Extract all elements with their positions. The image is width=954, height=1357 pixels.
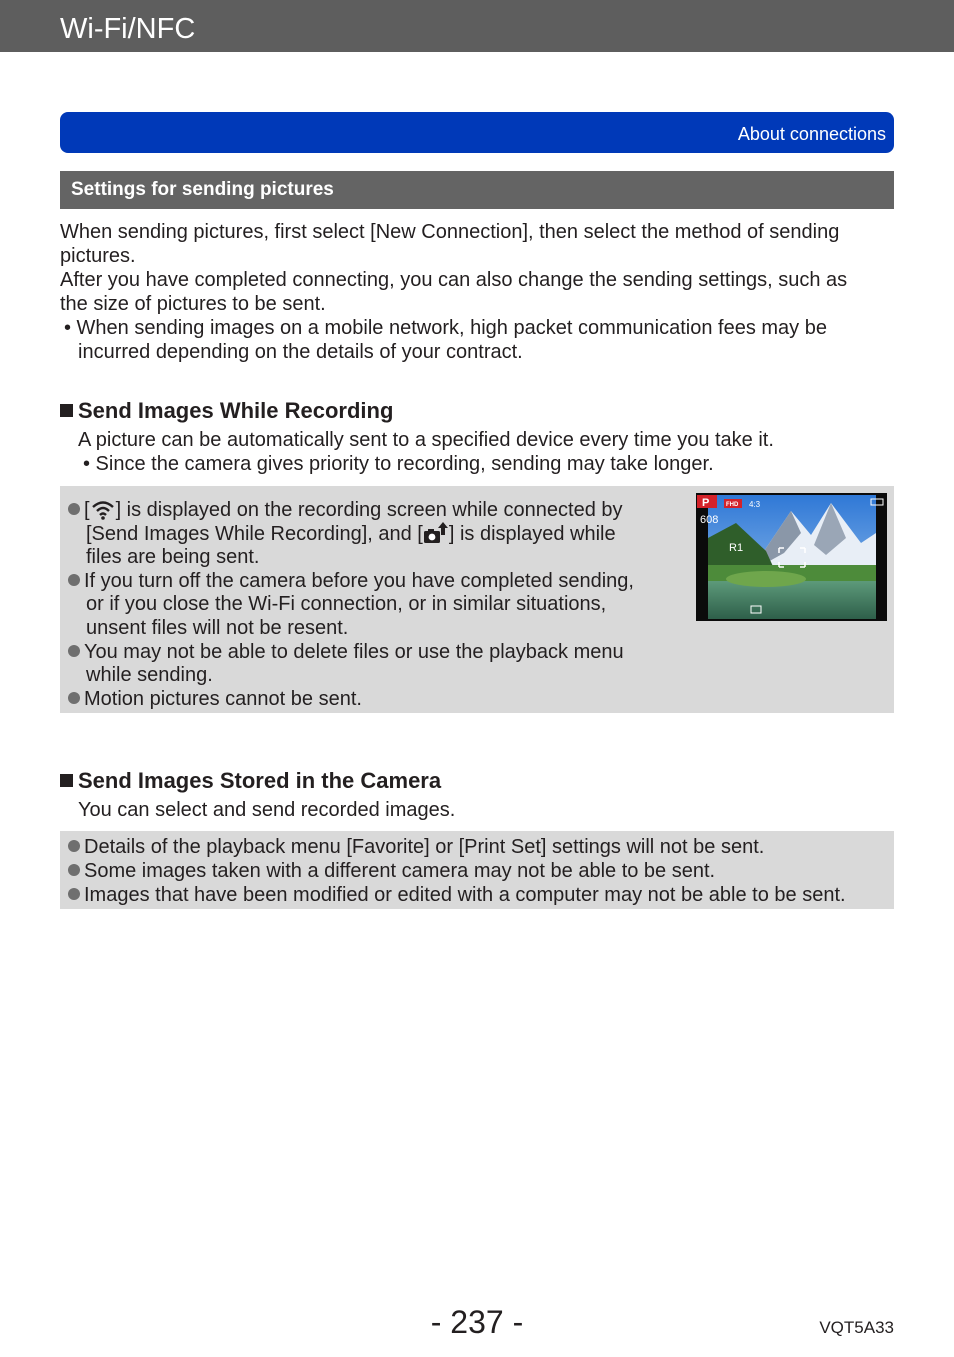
intro-line-2: pictures. [60, 245, 136, 267]
page-number: - 237 - [430, 1304, 524, 1340]
bullet-dot [68, 692, 80, 704]
intro-bullet-line-2: incurred depending on the details of your contract. [78, 341, 523, 363]
square-bullet-icon [60, 774, 73, 787]
recording-note-1-line-3: files are being sent. [86, 546, 260, 568]
shot-count: 608 [700, 514, 719, 526]
intro-line-1: When sending pictures, first select [New Connection], then select the method of sending [60, 221, 840, 243]
section-heading: Settings for sending pictures [71, 179, 334, 200]
bullet-dot [68, 888, 80, 900]
stored-heading [60, 768, 441, 794]
recording-note-2-line-2: or if you close the Wi-Fi connection, or in similar situations, [86, 593, 607, 615]
intro-bullet-line-1: • When sending images on a mobile network, high packet communication fees may be [64, 317, 827, 339]
setting-label: R1 [729, 542, 744, 554]
section-heading-bar [60, 171, 894, 209]
recording-note-3-line-1: You may not be able to delete files or use the playback menu [68, 640, 624, 664]
recording-note-1-line-1: [ ] is displayed on the recording screen while connected by [68, 497, 623, 522]
bullet-dot [68, 574, 80, 586]
sending-icon [423, 521, 449, 545]
recording-heading-text: Send Images While Recording [78, 398, 394, 423]
quality-label: FHD [726, 502, 739, 508]
recording-note-2-line-3: unsent files will not be resent. [86, 617, 349, 639]
subsection-bar [60, 112, 894, 153]
bullet-dot [68, 503, 80, 515]
recording-note: • Since the camera gives priority to recording, sending may take longer. [83, 453, 714, 475]
bullet-dot [68, 840, 80, 852]
stored-heading-text: Send Images Stored in the Camera [78, 768, 442, 793]
document-code: VQT5A33 [819, 1318, 894, 1337]
square-bullet-icon [60, 404, 73, 417]
chapter-title: Wi-Fi/NFC [60, 13, 196, 45]
intro-line-3: After you have completed connecting, you can also change the sending settings, such as [60, 269, 848, 291]
stored-desc: You can select and send recorded images. [78, 799, 456, 821]
bullet-dot [68, 645, 80, 657]
stored-note-2: Some images taken with a different camera may not be able to be sent. [68, 859, 715, 883]
recording-note-3-line-2: while sending. [86, 664, 213, 686]
recording-note-4: Motion pictures cannot be sent. [68, 687, 362, 711]
recording-desc: A picture can be automatically sent to a specified device every time you take it. [78, 429, 774, 451]
recording-note-1-line-2: [Send Images While Recording], and [ ] is displayed while [86, 523, 616, 545]
aspect-label: 4:3 [749, 500, 761, 509]
recording-note-2-line-1: If you turn off the camera before you have completed sending, [68, 569, 634, 593]
wifi-icon [90, 497, 116, 521]
bullet-dot [68, 864, 80, 876]
intro-line-4: the size of pictures to be sent. [60, 293, 326, 315]
camera-screen-image [696, 493, 887, 621]
mode-label: P [702, 497, 710, 509]
stored-note-3: Images that have been modified or edited with a computer may not be able to be sent. [68, 883, 846, 907]
subsection-title: About connections [737, 124, 886, 144]
camera-screen-illustration [696, 493, 887, 621]
top-header-bar [0, 0, 954, 52]
recording-heading [60, 398, 393, 424]
stored-note-1: Details of the playback menu [Favorite] or [Print Set] settings will not be sent. [68, 835, 764, 859]
